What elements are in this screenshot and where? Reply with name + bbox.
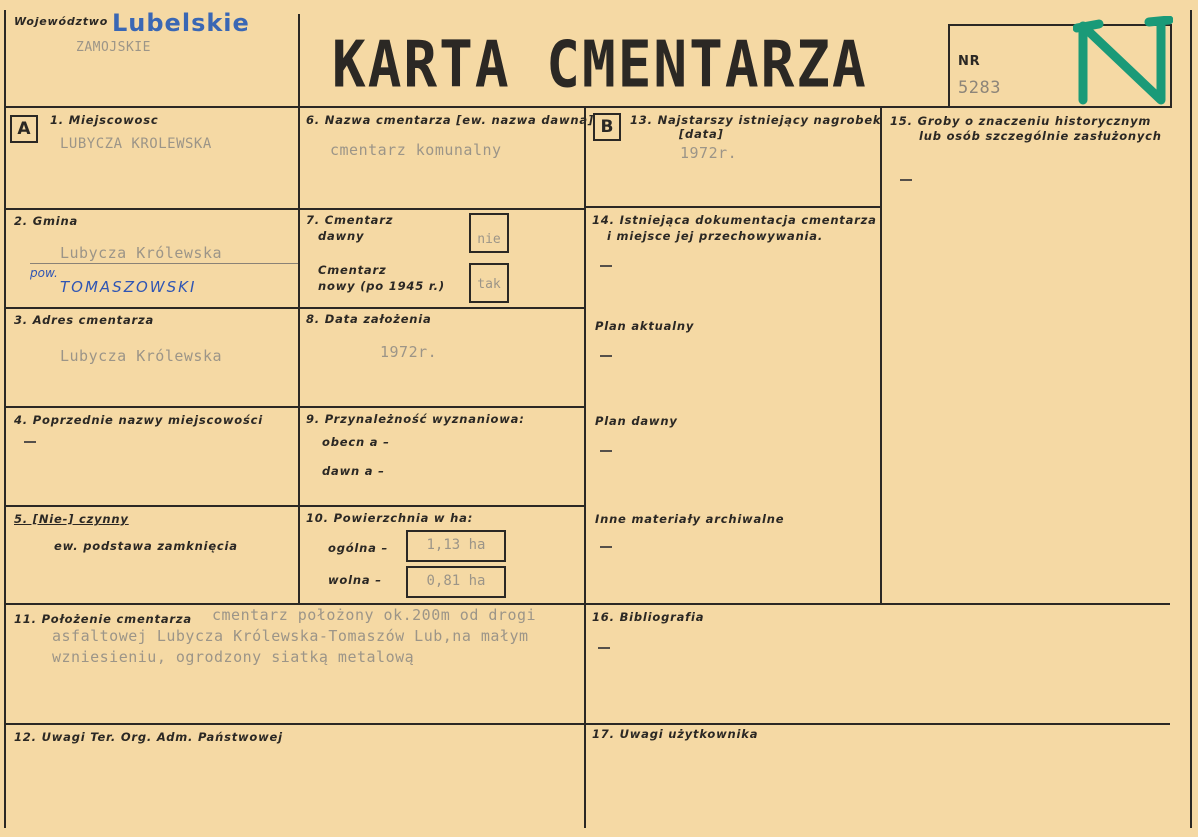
inne-materialy-label: Inne materiały archiwalne	[595, 512, 785, 526]
field-8-value: 1972r.	[380, 343, 438, 361]
plan-dawny-label: Plan dawny	[595, 414, 678, 428]
inne-materialy-dash	[600, 546, 612, 548]
field-16-label: 16. Bibliografia	[592, 610, 705, 624]
field-2-label: 2. Gmina	[14, 214, 79, 228]
field-11-line3: wzniesieniu, ogrodzony siatką metalową	[52, 648, 415, 666]
nr-label: NR	[958, 54, 981, 69]
rule-row6	[4, 603, 1170, 605]
field-7-dawny-value: nie	[469, 213, 509, 253]
field-9-obecna: obecn a –	[322, 435, 390, 449]
card-title: KARTA CMENTARZA	[332, 28, 868, 103]
field-15-label2: lub osób szczególnie zasłużonych	[919, 129, 1162, 143]
field-6-value: cmentarz komunalny	[330, 141, 502, 159]
section-a-badge: A	[10, 115, 38, 143]
field-10-ogolna-value: 1,13 ha	[406, 530, 506, 562]
left-border	[4, 10, 6, 828]
field-7-nowy-value: tak	[469, 263, 509, 303]
divider-header	[298, 14, 300, 604]
nr-value: 5283	[958, 78, 1001, 98]
field-13-value: 1972r.	[680, 144, 738, 162]
powiat-value: TOMASZOWSKI	[60, 278, 197, 296]
rule-gmina-sub	[30, 263, 298, 264]
field-8-label: 8. Data założenia	[306, 312, 432, 326]
field-4-label: 4. Poprzednie nazwy miejscowości	[14, 413, 263, 427]
field-10-label: 10. Powierzchnia w ha:	[306, 511, 474, 525]
divider-col3	[880, 106, 882, 604]
field-7-dawny-label: 7. Cmentarz	[306, 213, 394, 227]
field-4-dash	[24, 441, 36, 443]
rule-row4	[4, 406, 586, 408]
right-border	[1190, 10, 1192, 828]
rule-row2	[4, 208, 586, 210]
field-10-wolna-value: 0,81 ha	[406, 566, 506, 598]
field-12-label: 12. Uwagi Ter. Org. Adm. Państwowej	[14, 730, 283, 744]
field-9-dawna: dawn a –	[322, 464, 385, 478]
field-13-label: 13. Najstarszy istniejący nagrobek	[630, 113, 882, 127]
field-5-label: 5. [Nie-] czynny	[14, 512, 129, 526]
field-14-label2: i miejsce jej przechowywania.	[607, 229, 824, 243]
field-9-label: 9. Przynależność wyznaniowa:	[306, 412, 525, 426]
field-2-value: Lubycza Królewska	[60, 244, 223, 262]
field-10-wolna-label: wolna –	[328, 573, 382, 587]
field-7-dawny-label2: dawny	[318, 229, 365, 243]
field-15-label: 15. Groby o znaczeniu historycznym	[890, 114, 1152, 128]
field-5-sub: ew. podstawa zamknięcia	[54, 539, 238, 553]
wojewodztwo-stamp: Lubelskie	[112, 9, 250, 37]
field-17-label: 17. Uwagi użytkownika	[592, 727, 759, 741]
field-7-nowy-label2: nowy (po 1945 r.)	[318, 279, 445, 293]
wojewodztwo-label: Województwo	[14, 15, 109, 28]
field-13-label2: [data]	[679, 127, 724, 141]
rule-row7	[4, 723, 1170, 725]
field-1-value: LUBYCZA KROLEWSKA	[60, 136, 212, 152]
divider-col2	[584, 106, 586, 828]
field-11-label: 11. Położenie cmentarza	[14, 612, 192, 626]
field-3-value: Lubycza Królewska	[60, 347, 223, 365]
field-15-dash	[900, 179, 912, 181]
field-11-line2: asfaltowej Lubycza Królewska-Tomaszów Lub,na małym	[52, 627, 529, 645]
field-14-dash	[600, 265, 612, 267]
rule-b	[586, 206, 880, 208]
rule-row5	[4, 505, 586, 507]
field-10-ogolna-label: ogólna –	[328, 541, 389, 555]
field-11-line1: cmentarz położony ok.200m od drogi	[212, 606, 537, 624]
field-7-nowy-label: Cmentarz	[318, 263, 387, 277]
wojewodztwo-old: ZAMOJSKIE	[76, 40, 151, 55]
plan-aktualny-dash	[600, 355, 612, 357]
field-6-label: 6. Nazwa cmentarza [ew. nazwa dawna]	[306, 113, 594, 127]
category-n-mark	[1073, 16, 1173, 106]
powiat-label: pow.	[30, 266, 58, 280]
field-16-dash	[598, 647, 610, 649]
field-1-label: 1. Miejscowosc	[50, 113, 159, 127]
rule-row3	[4, 307, 586, 309]
section-b-badge: B	[593, 113, 621, 141]
field-14-label: 14. Istniejąca dokumentacja cmentarza	[592, 213, 877, 227]
plan-dawny-dash	[600, 450, 612, 452]
plan-aktualny-label: Plan aktualny	[595, 319, 695, 333]
field-3-label: 3. Adres cmentarza	[14, 313, 155, 327]
